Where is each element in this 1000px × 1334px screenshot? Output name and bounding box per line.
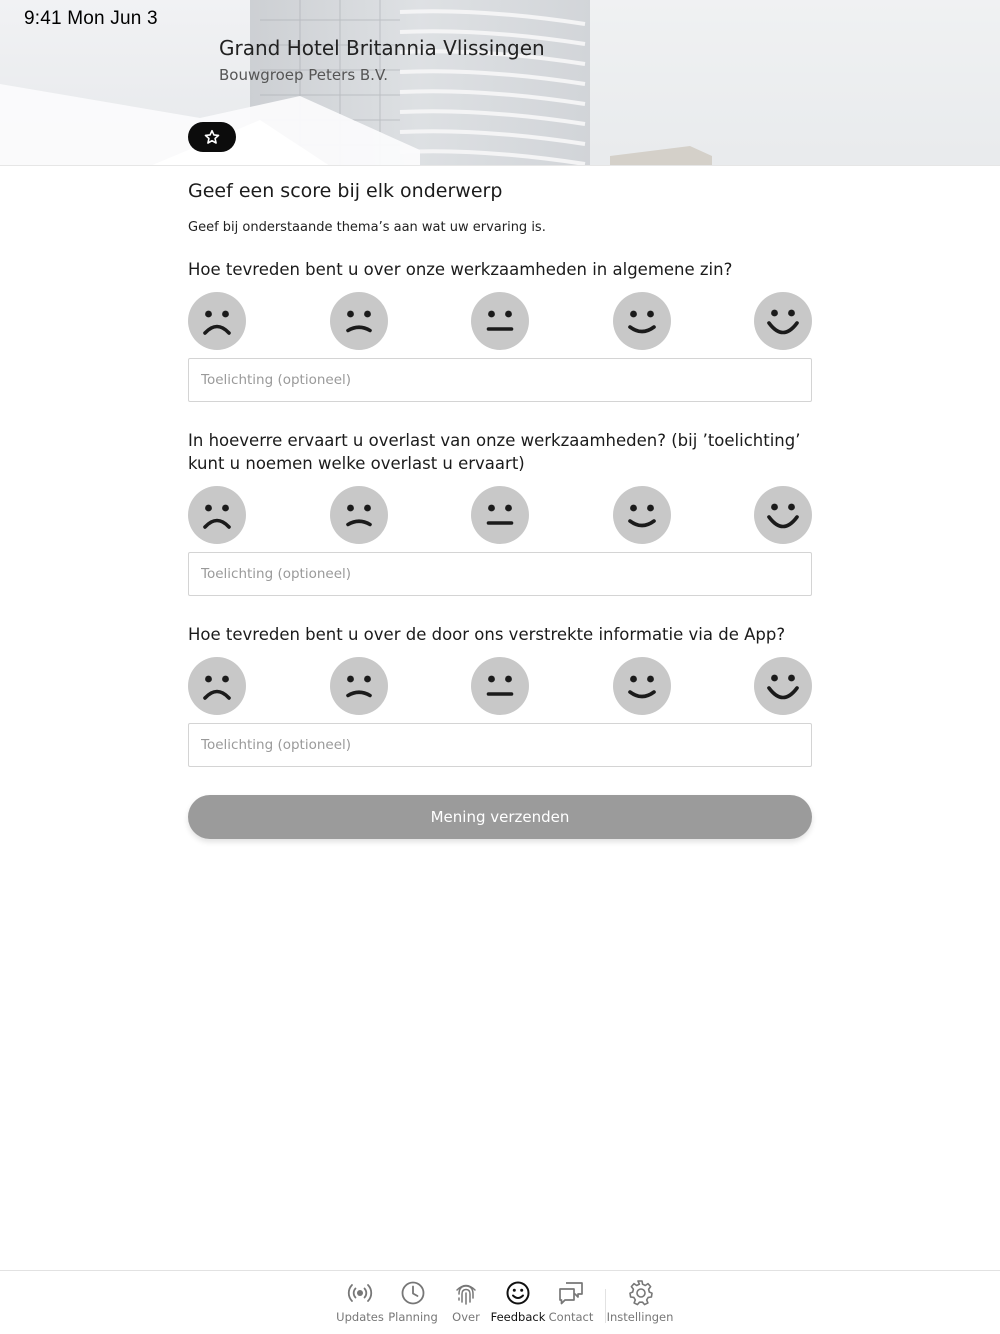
very-sad-face-icon	[188, 486, 246, 544]
rating-1-neutral[interactable]	[471, 292, 529, 350]
gear-icon	[626, 1279, 654, 1307]
rating-2-sad[interactable]	[330, 486, 388, 544]
tab-instellingen[interactable]	[608, 1279, 672, 1329]
submit-feedback-button[interactable]: Mening verzenden	[188, 795, 812, 839]
section-intro: Geef bij onderstaande thema’s aan wat uw ervaring is.	[188, 220, 546, 235]
smiley-icon	[504, 1279, 532, 1307]
star-icon	[204, 129, 220, 145]
status-bar-time: 9:41 Mon Jun 3	[24, 8, 158, 29]
rating-3-neutral[interactable]	[471, 657, 529, 715]
sad-face-icon	[330, 486, 388, 544]
sad-face-icon	[330, 292, 388, 350]
project-subtitle: Bouwgroep Peters B.V.	[219, 66, 389, 84]
comment-input-1[interactable]	[188, 358, 812, 402]
tab-label: Planning	[388, 1310, 438, 1324]
question-3-text: Hoe tevreden bent u over de door ons verstrekte informatie via de App?	[188, 625, 786, 644]
very-happy-face-icon	[754, 292, 812, 350]
section-title: Geef een score bij elk onderwerp	[188, 180, 503, 202]
rating-3-happy[interactable]	[613, 657, 671, 715]
neutral-face-icon	[471, 657, 529, 715]
sad-face-icon	[330, 657, 388, 715]
tab-label: Updates	[336, 1310, 384, 1324]
question-1-text: Hoe tevreden bent u over onze werkzaamheden in algemene zin?	[188, 260, 733, 279]
rating-1-very-sad[interactable]	[188, 292, 246, 350]
rating-2-happy[interactable]	[613, 486, 671, 544]
happy-face-icon	[613, 657, 671, 715]
tab-label: Instellingen	[606, 1310, 674, 1324]
rating-3-very-sad[interactable]	[188, 657, 246, 715]
rating-3-sad[interactable]	[330, 657, 388, 715]
rating-row-1	[188, 292, 812, 350]
project-header	[0, 0, 1000, 166]
rating-row-3	[188, 657, 812, 715]
rating-2-very-sad[interactable]	[188, 486, 246, 544]
rating-3-very-happy[interactable]	[754, 657, 812, 715]
fingerprint-icon	[452, 1279, 480, 1307]
tab-contact[interactable]	[539, 1279, 603, 1329]
rating-1-happy[interactable]	[613, 292, 671, 350]
question-2-text: In hoeverre ervaart u overlast van onze werkzaamheden? (bij ’toelichting’ kunt u noemen welke overlast u ervaart)	[188, 431, 801, 473]
neutral-face-icon	[471, 292, 529, 350]
rating-1-sad[interactable]	[330, 292, 388, 350]
tab-bar	[0, 1270, 1000, 1334]
clock-icon	[399, 1279, 427, 1307]
tab-label: Contact	[548, 1310, 594, 1324]
tab-label: Feedback	[490, 1310, 546, 1324]
broadcast-icon	[346, 1279, 374, 1307]
favorite-button[interactable]	[188, 122, 236, 152]
very-sad-face-icon	[188, 292, 246, 350]
very-happy-face-icon	[754, 657, 812, 715]
happy-face-icon	[613, 486, 671, 544]
project-title: Grand Hotel Britannia Vlissingen	[219, 36, 545, 60]
very-happy-face-icon	[754, 486, 812, 544]
happy-face-icon	[613, 292, 671, 350]
rating-1-very-happy[interactable]	[754, 292, 812, 350]
rating-2-very-happy[interactable]	[754, 486, 812, 544]
neutral-face-icon	[471, 486, 529, 544]
chat-icon	[557, 1279, 585, 1307]
rating-2-neutral[interactable]	[471, 486, 529, 544]
very-sad-face-icon	[188, 657, 246, 715]
tab-label: Over	[452, 1310, 480, 1324]
comment-input-3[interactable]	[188, 723, 812, 767]
comment-input-2[interactable]	[188, 552, 812, 596]
rating-row-2	[188, 486, 812, 544]
